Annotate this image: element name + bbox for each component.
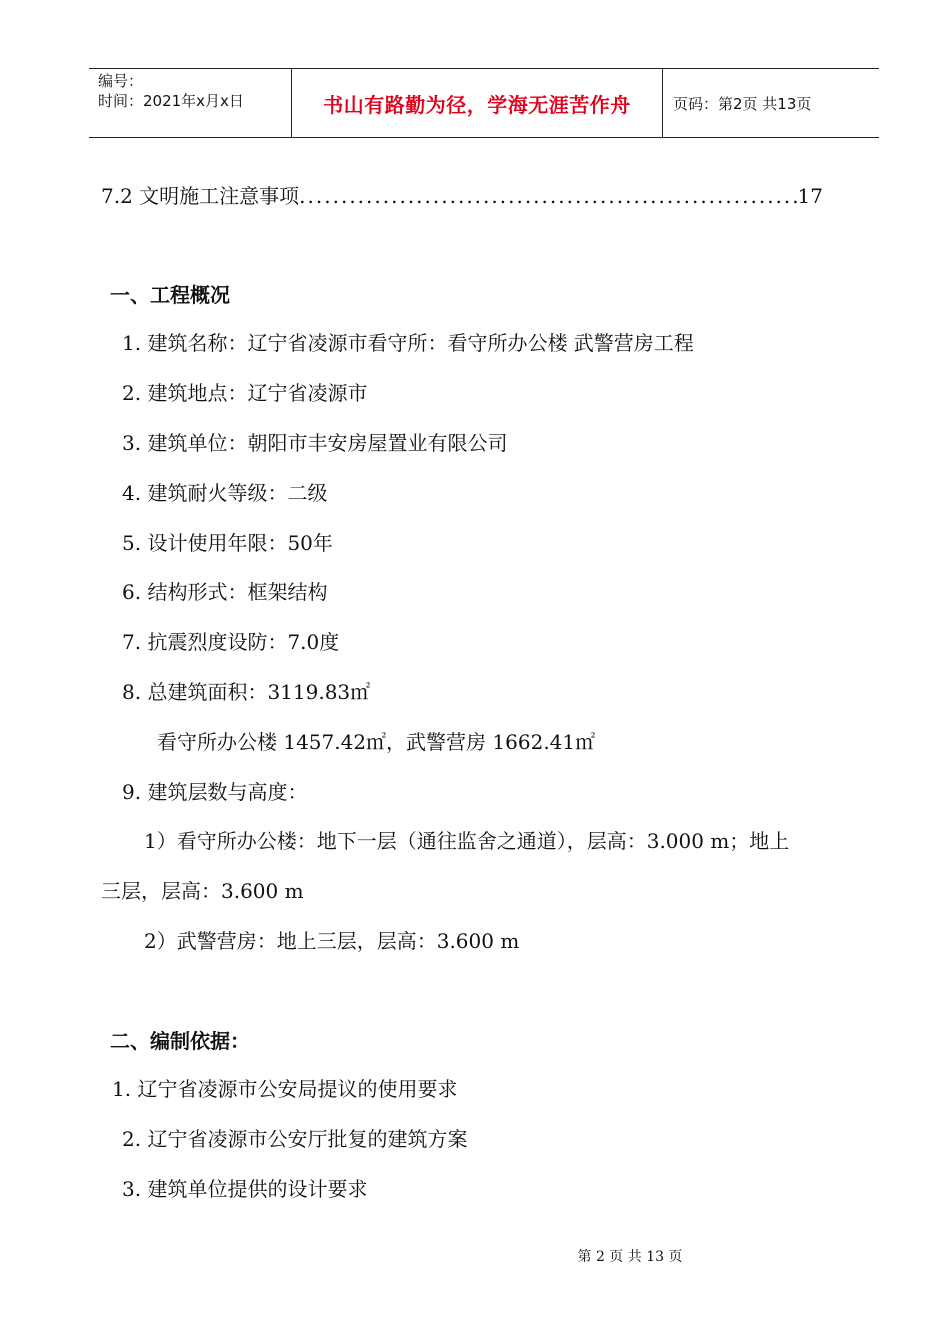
overview-item: 4. 建筑耐火等级：二级 <box>122 481 328 505</box>
overview-item: 8. 总建筑面积：3119.83㎡ <box>122 680 371 704</box>
section-title-basis: 二、编制依据： <box>110 1029 250 1053</box>
document-header <box>89 68 879 138</box>
overview-item: 1. 建筑名称：辽宁省凌源市看守所：看守所办公楼 武警营房工程 <box>122 331 694 355</box>
header-motto: 书山有路勤为径，学海无涯苦作舟 <box>323 92 631 117</box>
header-page-cell <box>663 69 879 137</box>
toc-entry-page: 17 <box>797 184 823 208</box>
header-motto-cell <box>291 69 663 137</box>
overview-subitem: 2）武警营房：地上三层，层高：3.600 m <box>144 929 520 953</box>
basis-item: 1. 辽宁省凌源市公安局提议的使用要求 <box>112 1077 458 1101</box>
overview-item: 9. 建筑层数与高度： <box>122 780 308 804</box>
overview-subitem: 1）看守所办公楼：地下一层（通往监舍之通道），层高：3.000 m；地上 <box>144 829 790 853</box>
toc-entry-title: 7.2 文明施工注意事项 <box>101 184 300 208</box>
overview-item: 5. 设计使用年限：50年 <box>122 531 333 555</box>
section-title-overview: 一、工程概况 <box>110 283 230 307</box>
overview-item: 3. 建筑单位：朝阳市丰安房屋置业有限公司 <box>122 431 508 455</box>
footer-page-number: 第 2 页 共 13 页 <box>577 1249 683 1265</box>
page-footer <box>0 1246 950 1266</box>
header-number-label: 编号： <box>98 72 144 90</box>
overview-item: 2. 建筑地点：辽宁省凌源市 <box>122 381 368 405</box>
overview-item-subline: 看守所办公楼 1457.42㎡，武警营房 1662.41㎡ <box>157 730 596 754</box>
basis-item: 3. 建筑单位提供的设计要求 <box>122 1177 368 1201</box>
overview-item: 6. 结构形式：框架结构 <box>122 580 328 604</box>
toc-entry[interactable] <box>101 180 823 206</box>
toc-leader-dots <box>299 184 797 208</box>
overview-item: 7. 抗震烈度设防：7.0度 <box>122 630 340 654</box>
header-info-cell <box>89 69 291 137</box>
header-time-label: 时间：2021年x月x日 <box>98 92 244 110</box>
basis-item: 2. 辽宁省凌源市公安厅批复的建筑方案 <box>122 1127 468 1151</box>
overview-subitem-continuation: 三层，层高：3.600 m <box>101 879 304 903</box>
header-page-label: 页码：第2页 共13页 <box>673 94 812 113</box>
